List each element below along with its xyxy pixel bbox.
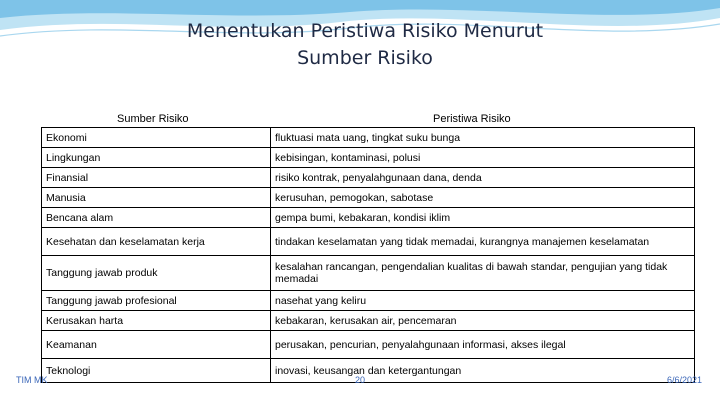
table-cell-event: risiko kontrak, penyalahgunaan dana, denda <box>271 168 695 188</box>
table-row <box>42 128 695 148</box>
table-cell-source: Kerusakan harta <box>42 311 271 331</box>
footer-author: TIM MK <box>16 375 48 385</box>
footer-date: 6/6/2021 <box>666 375 702 385</box>
table-cell-event: kesalahan rancangan, pengendalian kualitas di bawah standar, pengujian yang tidak memadai <box>271 256 695 291</box>
table-cell-source: Ekonomi <box>42 128 271 148</box>
table-row <box>42 208 695 228</box>
table-row <box>42 168 695 188</box>
table-cell-event: inovasi, keusangan dan ketergantungan <box>271 359 695 383</box>
table-cell-event: kebisingan, kontaminasi, polusi <box>271 148 695 168</box>
table-row <box>42 256 695 291</box>
table-cell-source: Kesehatan dan keselamatan kerja <box>42 228 271 256</box>
table-cell-event: nasehat yang keliru <box>271 291 695 311</box>
table-row <box>42 311 695 331</box>
table-cell-source: Tanggung jawab produk <box>42 256 271 291</box>
table-cell-event: tindakan keselamatan yang tidak memadai, kurangnya manajemen keselamatan <box>271 228 695 256</box>
slide-title: Menentukan Peristiwa Risiko Menurut Sumber Risiko <box>186 20 544 69</box>
table-row <box>42 359 695 383</box>
column-header-source: Sumber Risiko <box>117 113 189 125</box>
table-row <box>42 331 695 359</box>
table-cell-source: Bencana alam <box>42 208 271 228</box>
table-cell-source: Lingkungan <box>42 148 271 168</box>
table-row <box>42 148 695 168</box>
column-header-event: Peristiwa Risiko <box>433 113 511 125</box>
table-row <box>42 291 695 311</box>
table-cell-source: Manusia <box>42 188 271 208</box>
table-cell-source: Teknologi <box>42 359 271 383</box>
footer-page-number: 20 <box>355 375 366 385</box>
table-row <box>42 188 695 208</box>
table-cell-source: Keamanan <box>42 331 271 359</box>
table-cell-event: perusakan, pencurian, penyalahgunaan informasi, akses ilegal <box>271 331 695 359</box>
table-cell-event: kebakaran, kerusakan air, pencemaran <box>271 311 695 331</box>
table-cell-event: kerusuhan, pemogokan, sabotase <box>271 188 695 208</box>
risk-table <box>41 127 695 383</box>
table-row <box>42 228 695 256</box>
table-cell-event: fluktuasi mata uang, tingkat suku bunga <box>271 128 695 148</box>
table-cell-source: Finansial <box>42 168 271 188</box>
table-cell-source: Tanggung jawab profesional <box>42 291 271 311</box>
table-cell-event: gempa bumi, kebakaran, kondisi iklim <box>271 208 695 228</box>
